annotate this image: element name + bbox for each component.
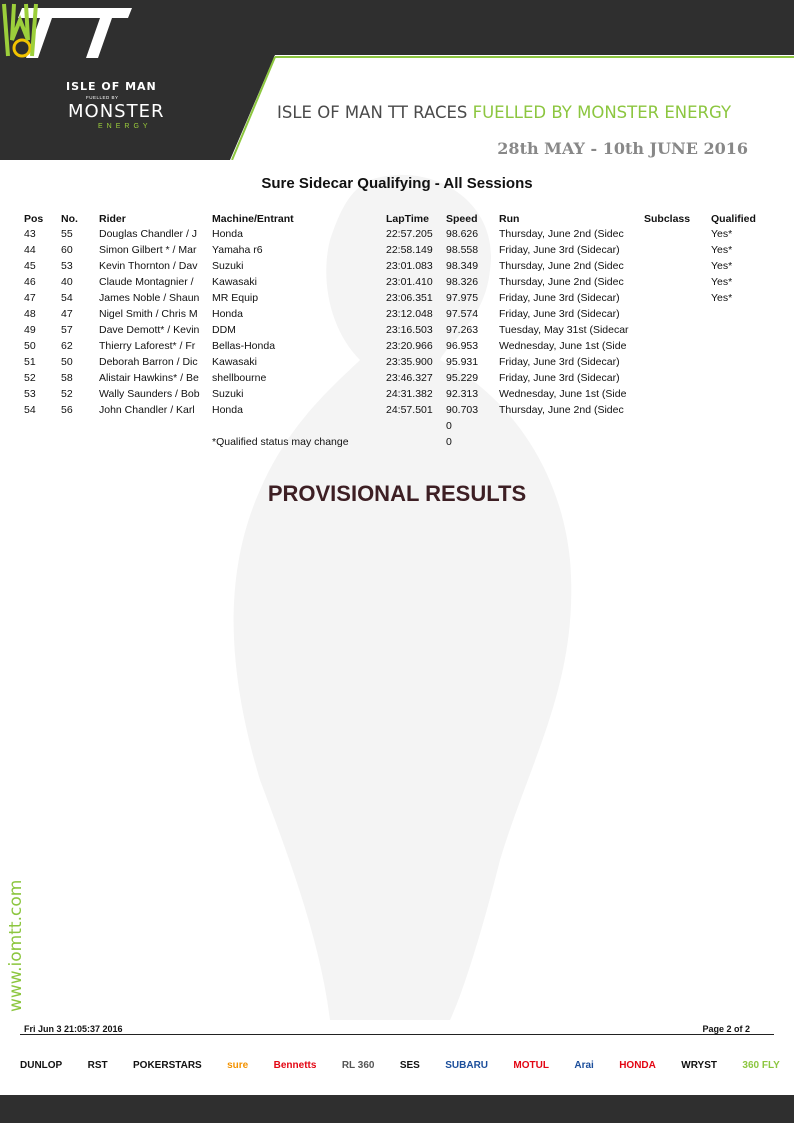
cell-number: 50 <box>61 356 73 368</box>
cell-subclass <box>640 290 707 306</box>
column-header-pos: Pos <box>24 212 44 225</box>
cell-laptime: 24:57.501 <box>386 404 433 416</box>
cell-pos: 44 <box>24 244 36 256</box>
cell-run: Thursday, June 2nd (Sidec <box>499 228 624 240</box>
cell-run: Tuesday, May 31st (Sidecar <box>499 324 629 336</box>
cell-machine: Honda <box>212 404 243 416</box>
table-row <box>20 370 767 386</box>
cell-pos: 52 <box>24 372 36 384</box>
bottom-bar <box>0 1095 794 1123</box>
website-url: www.iomtt.com <box>6 879 26 1012</box>
cell-laptime: 22:58.149 <box>386 244 433 256</box>
cell-qualified <box>707 418 767 434</box>
cell-qualified <box>707 354 767 370</box>
sponsor-logo: sure <box>227 1059 249 1071</box>
cell-rider: Kevin Thornton / Dav <box>99 260 198 272</box>
event-dates: 28th MAY - 10th JUNE 2016 <box>497 139 748 158</box>
cell-number <box>57 418 95 434</box>
cell-number: 60 <box>61 244 73 256</box>
cell-machine: Kawasaki <box>212 276 257 288</box>
cell-pos <box>20 434 57 450</box>
cell-speed: 97.263 <box>446 324 479 336</box>
cell-rider: Wally Saunders / Bob <box>99 388 200 400</box>
column-header-no: No. <box>61 212 78 225</box>
cell-qualified: Yes* <box>711 276 733 288</box>
cell-rider: Alistair Hawkins* / Be <box>99 372 199 384</box>
cell-number: 55 <box>61 228 73 240</box>
cell-qualified: Yes* <box>711 228 733 240</box>
document-title: Sure Sidecar Qualifying - All Sessions <box>261 175 533 192</box>
cell-speed: 95.931 <box>446 356 479 368</box>
cell-number: 56 <box>61 404 73 416</box>
sponsor-logo: 360 FLY <box>742 1059 780 1071</box>
cell-speed: 98.349 <box>446 260 479 272</box>
cell-subclass <box>640 354 707 370</box>
cell-rider: Nigel Smith / Chris M <box>99 308 198 320</box>
cell-rider: Simon Gilbert * / Mar <box>99 244 197 256</box>
cell-run <box>495 434 640 450</box>
table-row <box>20 338 767 354</box>
isle-of-man-text: ISLE OF MAN <box>66 80 157 93</box>
column-header-speed: Speed <box>446 212 478 225</box>
cell-run: Wednesday, June 1st (Side <box>499 340 627 352</box>
cell-speed: 97.975 <box>446 292 479 304</box>
cell-machine <box>208 418 382 434</box>
table-row <box>20 322 767 338</box>
column-header-run: Run <box>499 212 520 225</box>
sponsor-logo: SUBARU <box>445 1059 489 1071</box>
cell-qualified <box>707 386 767 402</box>
table-row <box>20 258 767 274</box>
cell-laptime: 23:01.083 <box>386 260 433 272</box>
table-row <box>20 290 767 306</box>
event-title-main: ISLE OF MAN TT RACES <box>277 103 473 122</box>
cell-rider: Douglas Chandler / J <box>99 228 198 240</box>
cell-rider <box>95 418 208 434</box>
cell-machine: *Qualified status may change <box>212 436 349 448</box>
cell-qualified: Yes* <box>711 292 733 304</box>
event-title-accent: FUELLED BY MONSTER ENERGY <box>472 103 732 122</box>
cell-rider <box>95 434 208 450</box>
cell-qualified <box>707 306 767 322</box>
cell-laptime: 23:35.900 <box>386 356 433 368</box>
cell-speed: 0 <box>446 420 452 432</box>
cell-subclass <box>640 402 707 418</box>
cell-number: 57 <box>61 324 73 336</box>
cell-pos: 48 <box>24 308 36 320</box>
sponsor-logo: SES <box>399 1059 420 1071</box>
sponsor-logo: MOTUL <box>513 1059 549 1071</box>
page-number: Page 2 of 2 <box>702 1024 750 1034</box>
cell-laptime: 23:46.327 <box>386 372 433 384</box>
column-header-laptime: LapTime <box>386 212 429 225</box>
cell-run: Friday, June 3rd (Sidecar) <box>499 356 620 368</box>
cell-pos: 51 <box>24 356 36 368</box>
column-header-subclass: Subclass <box>644 212 691 225</box>
sponsor-logo: RST <box>87 1059 108 1071</box>
cell-pos <box>20 418 57 434</box>
cell-speed: 97.574 <box>446 308 479 320</box>
table-row <box>20 386 767 402</box>
cell-qualified <box>707 434 767 450</box>
cell-run: Friday, June 3rd (Sidecar) <box>499 244 620 256</box>
cell-machine: Kawasaki <box>212 356 257 368</box>
cell-laptime <box>382 418 442 434</box>
cell-number: 53 <box>61 260 73 272</box>
cell-laptime: 24:31.382 <box>386 388 433 400</box>
monster-text: MONSTER <box>68 101 165 122</box>
cell-number: 52 <box>61 388 73 400</box>
table-header-row <box>20 211 767 226</box>
cell-machine: Suzuki <box>212 260 244 272</box>
cell-speed: 98.558 <box>446 244 479 256</box>
cell-laptime: 23:16.503 <box>386 324 433 336</box>
cell-subclass <box>640 242 707 258</box>
footer-divider <box>20 1034 774 1035</box>
cell-qualified <box>707 402 767 418</box>
cell-number: 47 <box>61 308 73 320</box>
cell-number: 62 <box>61 340 73 352</box>
cell-pos: 50 <box>24 340 36 352</box>
cell-subclass <box>640 434 707 450</box>
cell-pos: 49 <box>24 324 36 336</box>
cell-number: 40 <box>61 276 73 288</box>
table-row <box>20 306 767 322</box>
cell-subclass <box>640 418 707 434</box>
sponsor-logo: RL 360 <box>341 1059 375 1071</box>
cell-run: Thursday, June 2nd (Sidec <box>499 260 624 272</box>
cell-machine: Honda <box>212 228 243 240</box>
sponsor-logo: POKERSTARS <box>133 1059 202 1071</box>
fuelled-by-text: FUELLED BY <box>86 95 119 100</box>
cell-machine: Honda <box>212 308 243 320</box>
table-row <box>20 226 767 242</box>
column-header-qualified: Qualified <box>711 212 756 225</box>
cell-speed: 96.953 <box>446 340 479 352</box>
cell-machine: Bellas-Honda <box>212 340 276 352</box>
table-row <box>20 402 767 418</box>
cell-run: Wednesday, June 1st (Side <box>499 388 627 400</box>
table-row <box>20 434 767 450</box>
cell-subclass <box>640 306 707 322</box>
sponsor-logos <box>20 1050 780 1080</box>
cell-run: Thursday, June 2nd (Sidec <box>499 276 624 288</box>
provisional-results-heading: PROVISIONAL RESULTS <box>267 481 527 506</box>
cell-speed: 98.626 <box>446 228 479 240</box>
cell-pos: 53 <box>24 388 36 400</box>
cell-pos: 54 <box>24 404 36 416</box>
print-timestamp: Fri Jun 3 21:05:37 2016 <box>24 1024 123 1034</box>
event-title <box>277 103 731 122</box>
cell-run: Friday, June 3rd (Sidecar) <box>499 372 620 384</box>
cell-speed: 92.313 <box>446 388 479 400</box>
table-row <box>20 274 767 290</box>
cell-machine: MR Equip <box>212 292 259 304</box>
cell-qualified <box>707 370 767 386</box>
table-row <box>20 242 767 258</box>
cell-laptime: 23:01.410 <box>386 276 433 288</box>
cell-subclass <box>640 338 707 354</box>
cell-laptime: 23:06.351 <box>386 292 433 304</box>
cell-number: 58 <box>61 372 73 384</box>
cell-laptime: 23:12.048 <box>386 308 433 320</box>
sponsor-logo: DUNLOP <box>20 1059 63 1071</box>
cell-qualified <box>707 338 767 354</box>
sponsor-logo: WRYST <box>681 1059 718 1071</box>
results-body <box>20 226 767 450</box>
column-header-rider: Rider <box>99 212 126 225</box>
cell-pos: 46 <box>24 276 36 288</box>
cell-speed: 0 <box>446 436 452 448</box>
cell-subclass <box>640 370 707 386</box>
cell-pos: 43 <box>24 228 36 240</box>
cell-pos: 47 <box>24 292 36 304</box>
cell-rider: James Noble / Shaun <box>99 292 200 304</box>
cell-number <box>57 434 95 450</box>
cell-run: Thursday, June 2nd (Sidec <box>499 404 624 416</box>
sponsor-logo: Arai <box>574 1059 594 1071</box>
sponsor-logo: HONDA <box>619 1059 656 1071</box>
monster-claw-icon <box>0 0 40 60</box>
cell-speed: 90.703 <box>446 404 479 416</box>
column-header-machine: Machine/Entrant <box>212 212 294 225</box>
cell-subclass <box>640 274 707 290</box>
cell-run <box>495 418 640 434</box>
cell-qualified: Yes* <box>711 244 733 256</box>
cell-rider: Deborah Barron / Dic <box>99 356 198 368</box>
cell-run: Friday, June 3rd (Sidecar) <box>499 292 620 304</box>
results-table <box>20 211 767 450</box>
cell-run: Friday, June 3rd (Sidecar) <box>499 308 620 320</box>
cell-number: 54 <box>61 292 73 304</box>
cell-subclass <box>640 322 707 338</box>
cell-machine: shellbourne <box>212 372 267 384</box>
sponsor-logo: Bennetts <box>273 1059 317 1071</box>
cell-subclass <box>640 226 707 242</box>
cell-machine: Yamaha r6 <box>212 244 263 256</box>
cell-qualified: Yes* <box>711 260 733 272</box>
cell-qualified <box>707 322 767 338</box>
cell-rider: Thierry Laforest* / Fr <box>99 340 196 352</box>
cell-machine: DDM <box>212 324 236 336</box>
cell-subclass <box>640 258 707 274</box>
header-banner <box>0 0 794 160</box>
cell-rider: Dave Demott* / Kevin <box>99 324 200 336</box>
cell-rider: John Chandler / Karl <box>99 404 195 416</box>
cell-subclass <box>640 386 707 402</box>
cell-machine: Suzuki <box>212 388 244 400</box>
energy-text: ENERGY <box>98 123 152 130</box>
cell-rider: Claude Montagnier / <box>99 276 194 288</box>
cell-laptime <box>382 434 442 450</box>
cell-laptime: 23:20.966 <box>386 340 433 352</box>
cell-speed: 95.229 <box>446 372 479 384</box>
cell-speed: 98.326 <box>446 276 479 288</box>
cell-pos: 45 <box>24 260 36 272</box>
cell-laptime: 22:57.205 <box>386 228 433 240</box>
table-row <box>20 354 767 370</box>
table-row <box>20 418 767 434</box>
